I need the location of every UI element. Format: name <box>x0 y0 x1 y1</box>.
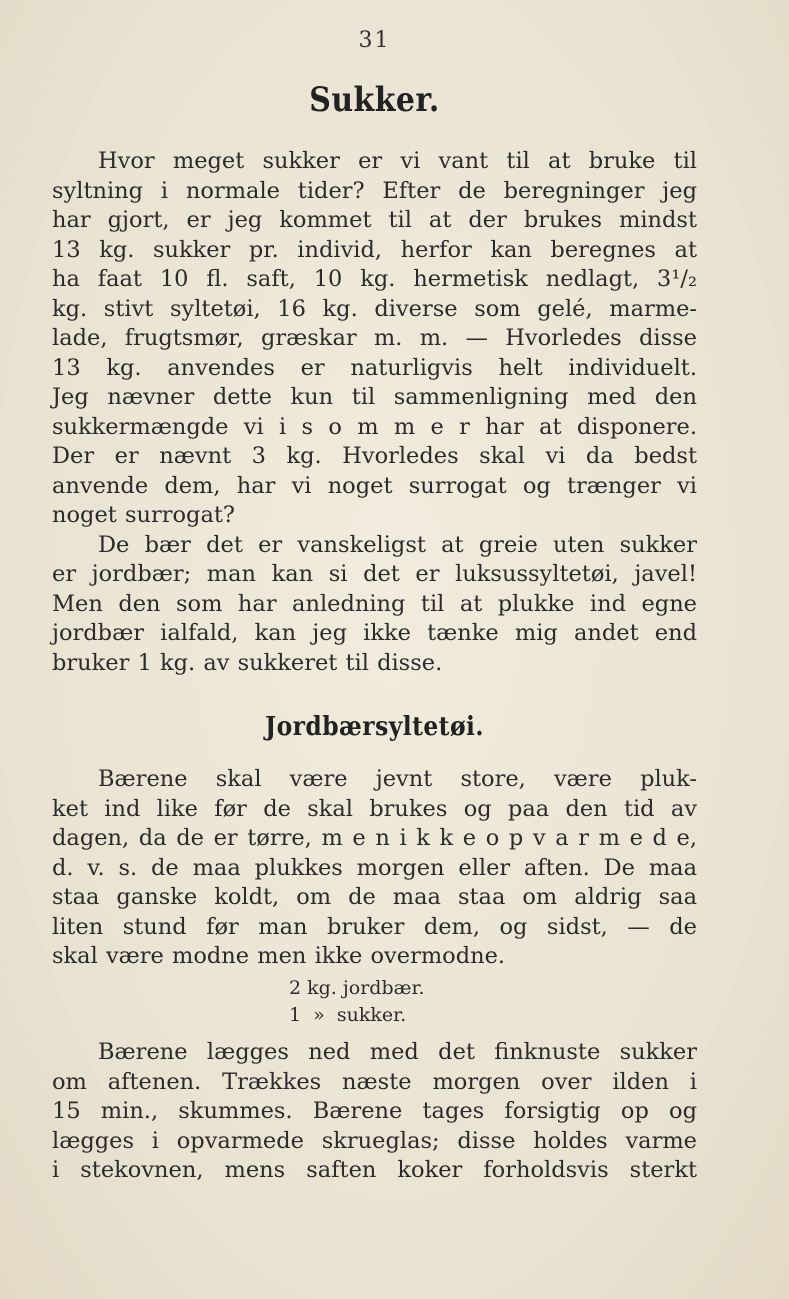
text-line: lade, frugtsmør, græskar m. m. — Hvorledes disse <box>52 325 697 351</box>
page-number: 31 <box>358 28 391 53</box>
book-page <box>52 0 697 1299</box>
text-line: Hvor meget sukker er vi vant til at bruke til <box>98 148 697 174</box>
text-line: kg. stivt syltetøi, 16 kg. diverse som gelé, marme- <box>52 295 697 322</box>
text-line: Der er nævnt 3 kg. Hvorledes skal vi da bedst <box>52 443 697 469</box>
text-line: 13 kg. anvendes er naturligvis helt individuelt. <box>52 354 697 381</box>
paragraph-block-method <box>52 1038 697 1186</box>
text-line: staa ganske koldt, om de maa staa om aldrig saa <box>52 884 697 910</box>
text-line: Bærene skal være jevnt store, være pluk- <box>98 766 697 792</box>
text-line: dagen, da de er tørre, m e n i k k e o p v a r m e d e, <box>52 825 697 851</box>
text-line: anvende dem, har vi noget surrogat og trænger vi <box>52 472 697 499</box>
text-line: bruker 1 kg. av sukkeret til disse. <box>52 649 443 676</box>
text-line: syltning i normale tider? Efter de beregninger jeg <box>52 177 697 204</box>
text-line: jordbær ialfald, kan jeg ikke tænke mig andet end <box>52 620 697 646</box>
section-heading-sukker: Sukker. <box>309 80 440 120</box>
text-line: noget surrogat? <box>52 502 235 528</box>
text-line: 13 kg. sukker pr. individ, herfor kan beregnes at <box>52 236 697 263</box>
paragraph-block-jordbaer <box>52 765 697 972</box>
recipe-ingredients <box>289 975 425 1029</box>
text-line: Men den som har anledning til at plukke ind egne <box>52 590 697 617</box>
section-heading-jordbaersyltetoi: Jordbærsyltetøi. <box>265 712 484 742</box>
ingredient-line: 1 » sukker. <box>289 1004 407 1026</box>
text-line: er jordbær; man kan si det er luksussyltetøi, javel! <box>52 561 697 587</box>
text-line: ha faat 10 fl. saft, 10 kg. hermetisk nedlagt, 3¹/₂ <box>52 266 697 292</box>
text-line: ket ind like før de skal brukes og paa den tid av <box>52 795 697 822</box>
paragraph-block-sukker <box>52 147 697 678</box>
text-line: d. v. s. de maa plukkes morgen eller aften. De maa <box>52 854 697 881</box>
text-line: Jeg nævner dette kun til sammenligning med den <box>52 384 697 410</box>
text-line: i stekovnen, mens saften koker forholdsvis sterkt <box>52 1157 697 1183</box>
text-line: sukkermængde vi i s o m m e r har at disponere. <box>52 413 697 440</box>
text-line: Bærene lægges ned med det finknuste sukker <box>98 1039 697 1065</box>
text-line: 15 min., skummes. Bærene tages forsigtig op og <box>52 1098 697 1124</box>
ingredient-line: 2 kg. jordbær. <box>289 977 425 999</box>
text-line: lægges i opvarmede skrueglas; disse holdes varme <box>52 1127 697 1154</box>
text-line: De bær det er vanskeligst at greie uten sukker <box>98 531 697 558</box>
text-line: skal være modne men ikke overmodne. <box>52 943 506 969</box>
text-line: om aftenen. Trækkes næste morgen over ilden i <box>52 1068 697 1095</box>
text-line: har gjort, er jeg kommet til at der brukes mindst <box>52 207 697 233</box>
text-line: liten stund før man bruker dem, og sidst, — de <box>52 913 697 940</box>
